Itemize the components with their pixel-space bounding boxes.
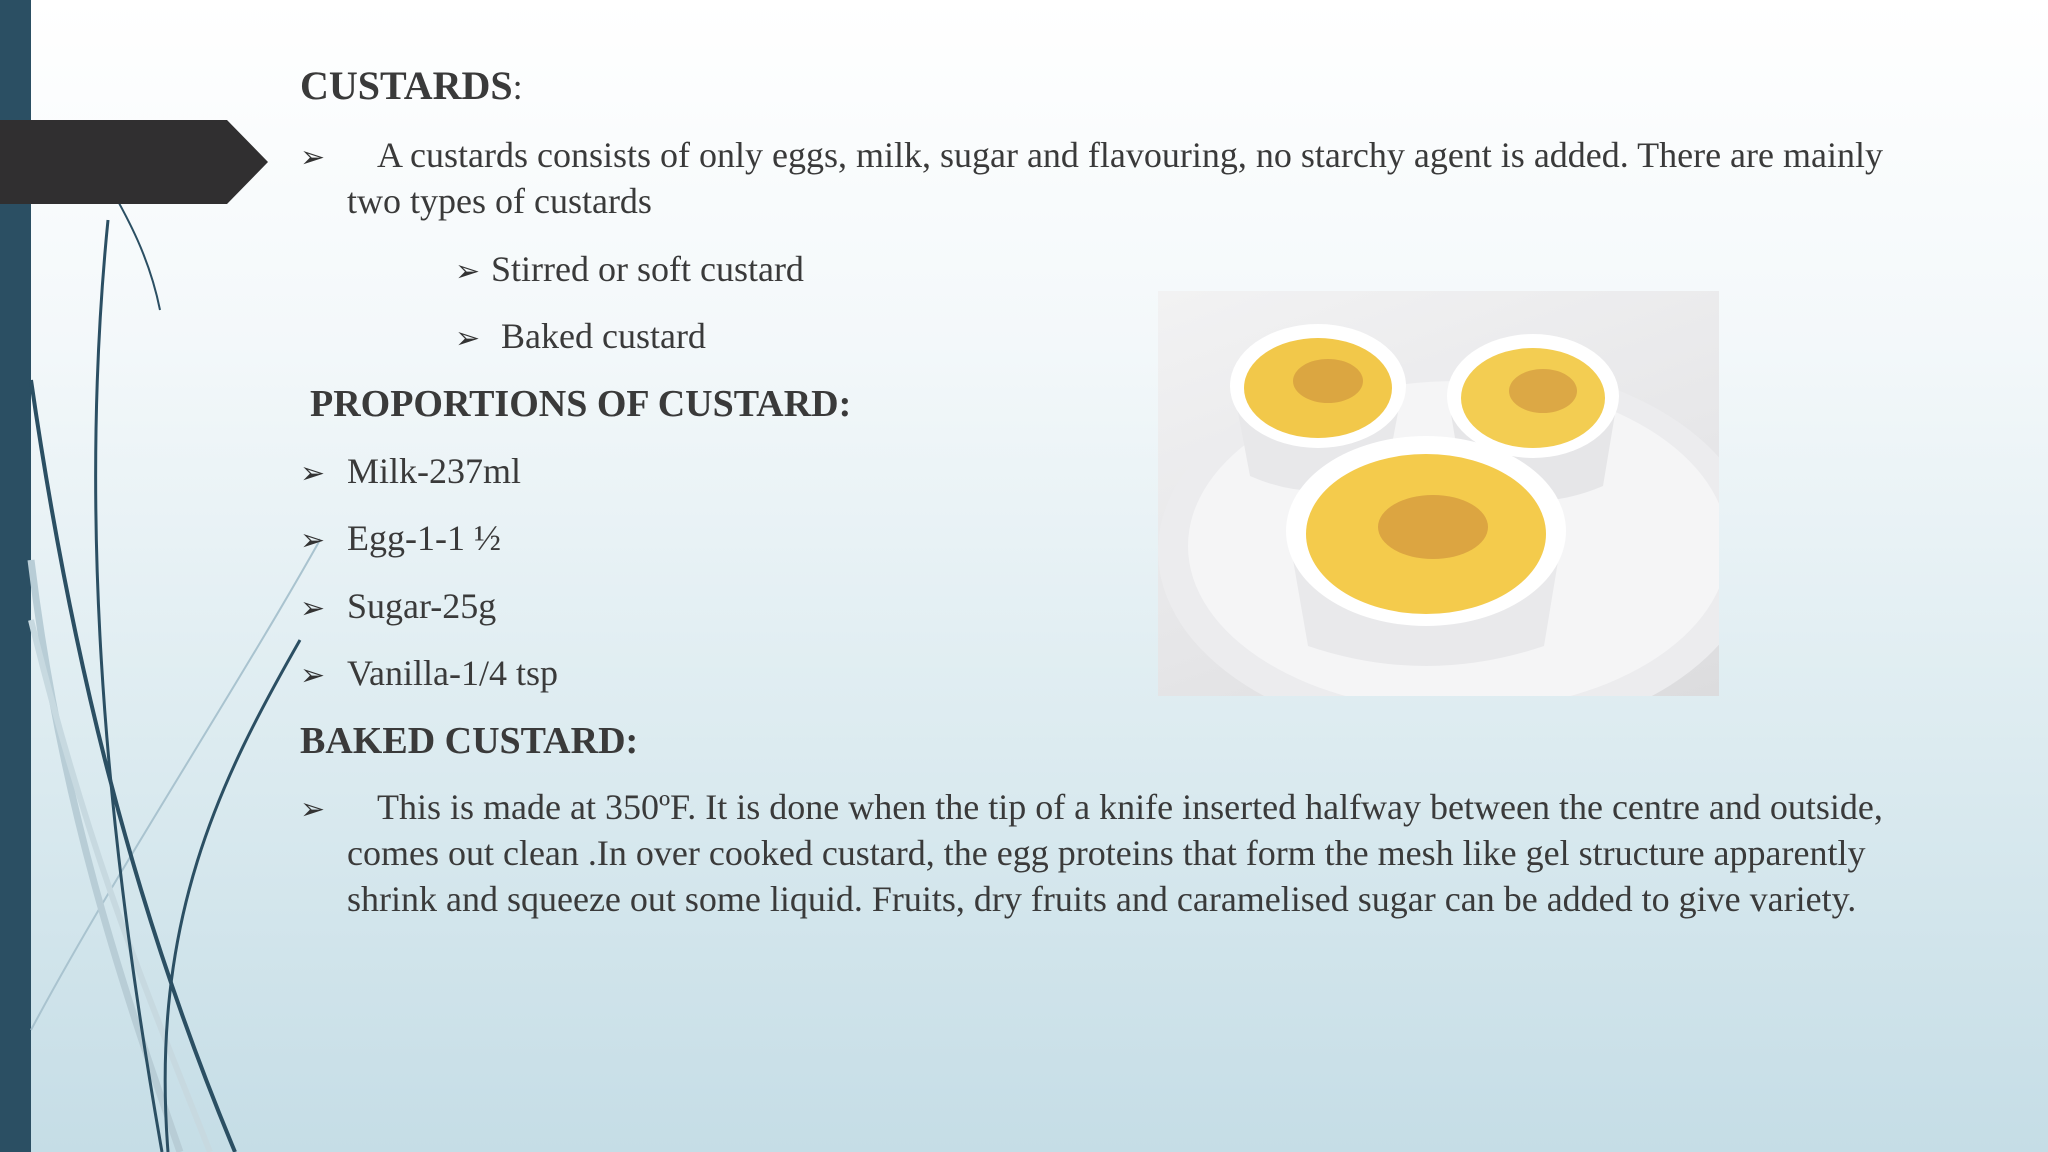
- baked-text-line2: comes out clean .In over cooked custard, the egg proteins that form the mesh like gel structure apparently: [347, 833, 1866, 873]
- bullet-arrow-icon: ➢: [300, 456, 326, 491]
- bullet-arrow-icon: ➢: [300, 523, 326, 558]
- bullet-arrow-icon: ➢: [455, 321, 481, 356]
- bullet-arrow-icon: ➢: [300, 658, 326, 693]
- custard-ramekins-image: [1158, 291, 1719, 696]
- baked-text-line3: shrink and squeeze out some liquid. Fruits, dry fruits and caramelised sugar can be added to give variety.: [347, 879, 1857, 919]
- custard-photo: [1158, 291, 1719, 696]
- intro-text-line1: A custards consists of only eggs, milk, sugar and flavouring, no starchy agent is added. There are mainly: [377, 135, 1883, 175]
- bullet-arrow-icon: ➢: [300, 140, 326, 175]
- bullet-arrow-icon: ➢: [300, 792, 326, 827]
- proportion-vanilla: Vanilla-1/4 tsp: [347, 653, 558, 693]
- proportion-egg: Egg-1-1 ½: [347, 518, 501, 558]
- type-baked: Baked custard: [501, 316, 706, 356]
- type-stirred: Stirred or soft custard: [491, 249, 804, 289]
- heading-proportions: PROPORTIONS OF CUSTARD:: [310, 383, 852, 425]
- bullet-arrow-icon: ➢: [300, 591, 326, 626]
- proportion-milk: Milk-237ml: [347, 451, 522, 491]
- heading-baked-custard: BAKED CUSTARD:: [300, 720, 639, 762]
- baked-text-line1: This is made at 350ºF. It is done when the tip of a knife inserted halfway between the centre and outside,: [377, 787, 1883, 827]
- heading-custards: CUSTARDS:: [300, 63, 523, 108]
- proportion-sugar: Sugar-25g: [347, 586, 497, 626]
- intro-text-line2: two types of custards: [347, 181, 652, 221]
- bullet-arrow-icon: ➢: [455, 254, 481, 289]
